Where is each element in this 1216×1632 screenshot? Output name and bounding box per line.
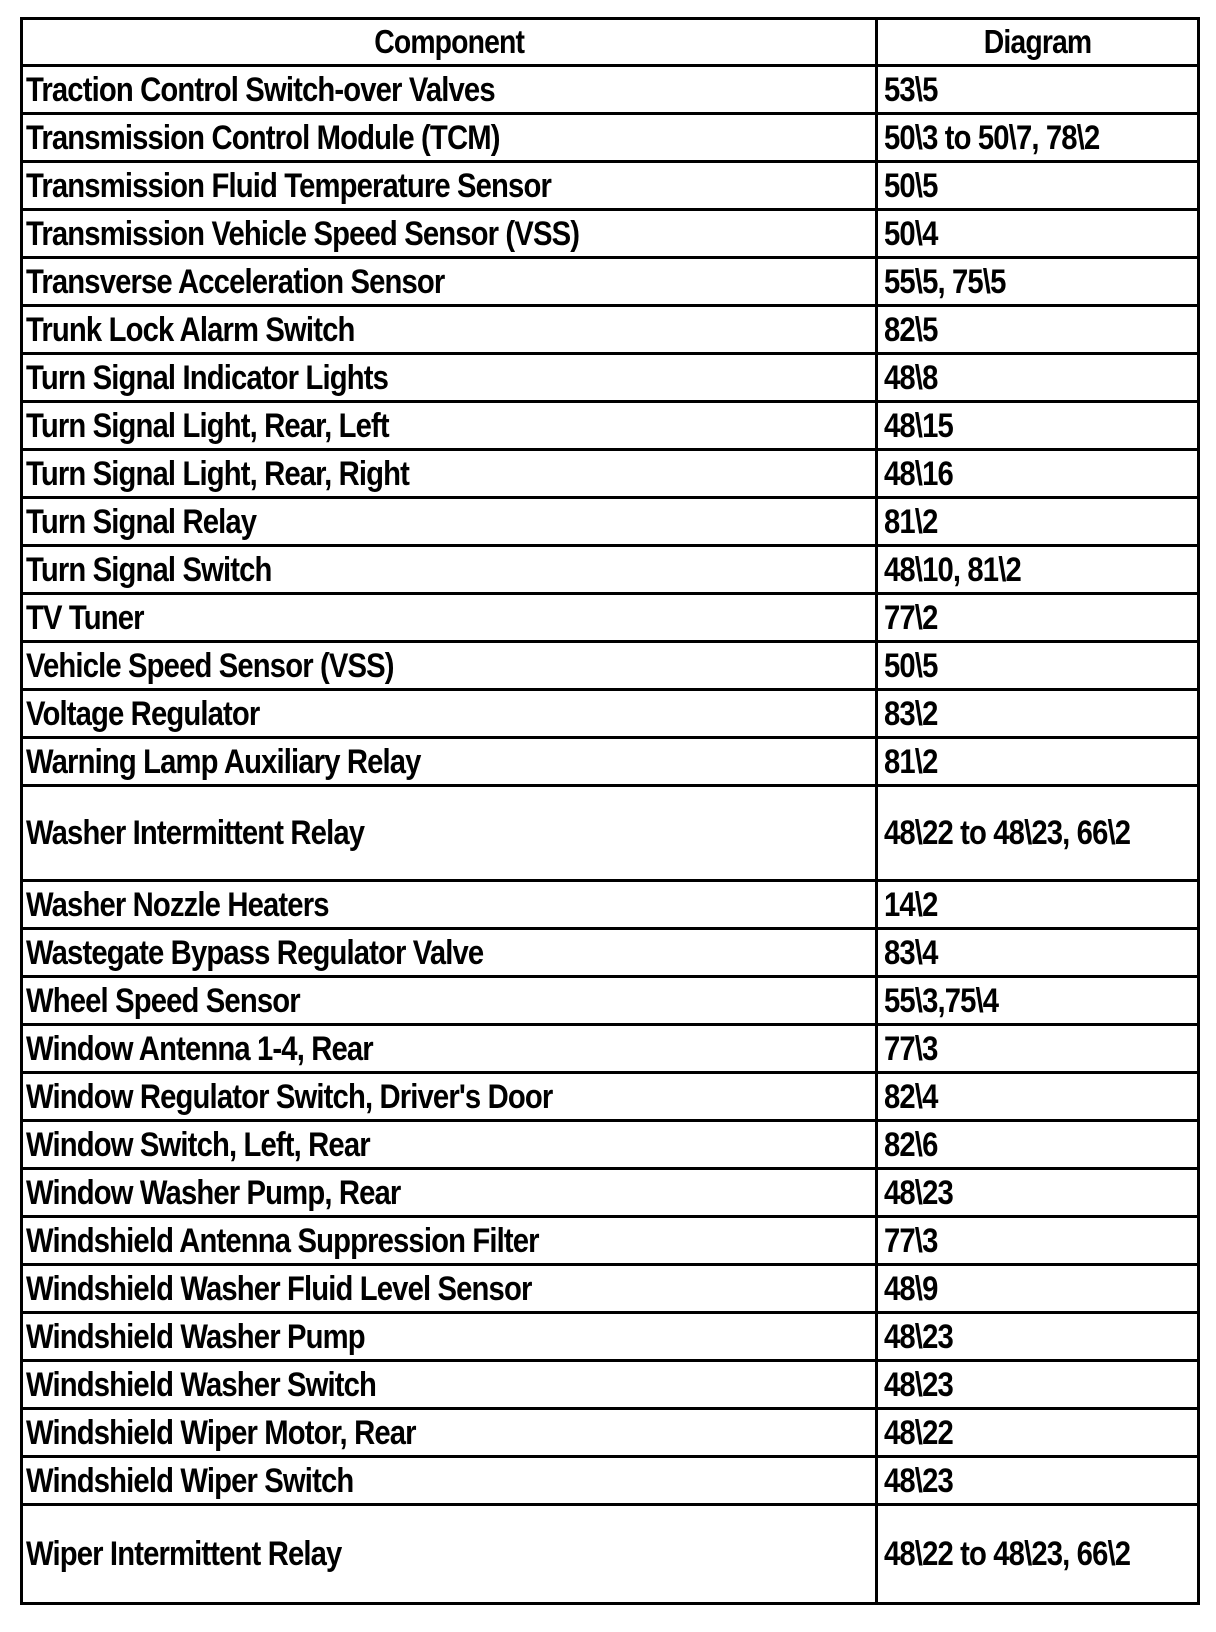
- table-row: [22, 977, 1199, 1025]
- column-header-component: Component: [22, 19, 877, 66]
- table-row: [22, 1409, 1199, 1457]
- component-cell: Windshield Wiper Motor, Rear: [22, 1409, 877, 1457]
- diagram-cell: 77\2: [877, 594, 1199, 642]
- component-cell: Transmission Control Module (TCM): [22, 114, 877, 162]
- diagram-cell: 77\3: [877, 1025, 1199, 1073]
- table-row: [22, 258, 1199, 306]
- table-row: [22, 1265, 1199, 1313]
- diagram-cell: 48\23: [877, 1313, 1199, 1361]
- diagram-cell: 53\5: [877, 66, 1199, 114]
- diagram-cell: 48\23: [877, 1457, 1199, 1505]
- table-row: [22, 306, 1199, 354]
- header-row: [22, 19, 1199, 66]
- diagram-cell: 55\3,75\4: [877, 977, 1199, 1025]
- diagram-cell: 82\4: [877, 1073, 1199, 1121]
- table-row: [22, 210, 1199, 258]
- component-cell: Traction Control Switch-over Valves: [22, 66, 877, 114]
- table-row: [22, 114, 1199, 162]
- component-cell: TV Tuner: [22, 594, 877, 642]
- table-row: [22, 690, 1199, 738]
- diagram-cell: 77\3: [877, 1217, 1199, 1265]
- diagram-cell: 48\23: [877, 1361, 1199, 1409]
- table-row: [22, 162, 1199, 210]
- component-cell: Window Regulator Switch, Driver's Door: [22, 1073, 877, 1121]
- table-row: [22, 1313, 1199, 1361]
- diagram-cell: 48\10, 81\2: [877, 546, 1199, 594]
- component-cell: Wiper Intermittent Relay: [22, 1505, 877, 1604]
- component-cell: Windshield Washer Fluid Level Sensor: [22, 1265, 877, 1313]
- component-cell: Transverse Acceleration Sensor: [22, 258, 877, 306]
- table-row: [22, 786, 1199, 881]
- diagram-cell: 14\2: [877, 881, 1199, 929]
- table-row: [22, 1457, 1199, 1505]
- component-cell: Wastegate Bypass Regulator Valve: [22, 929, 877, 977]
- table-row: [22, 1505, 1199, 1604]
- diagram-cell: 50\5: [877, 162, 1199, 210]
- table-row: [22, 66, 1199, 114]
- table-row: [22, 450, 1199, 498]
- component-cell: Washer Nozzle Heaters: [22, 881, 877, 929]
- diagram-cell: 55\5, 75\5: [877, 258, 1199, 306]
- diagram-cell: 48\9: [877, 1265, 1199, 1313]
- diagram-cell: 81\2: [877, 738, 1199, 786]
- component-cell: Wheel Speed Sensor: [22, 977, 877, 1025]
- table-row: [22, 1169, 1199, 1217]
- diagram-cell: 50\5: [877, 642, 1199, 690]
- diagram-cell: 83\4: [877, 929, 1199, 977]
- diagram-cell: 48\23: [877, 1169, 1199, 1217]
- table-row: [22, 402, 1199, 450]
- table-row: [22, 1073, 1199, 1121]
- component-diagram-table: [20, 17, 1200, 1605]
- component-cell: Turn Signal Indicator Lights: [22, 354, 877, 402]
- component-cell: Washer Intermittent Relay: [22, 786, 877, 881]
- diagram-cell: 48\22: [877, 1409, 1199, 1457]
- diagram-cell: 48\16: [877, 450, 1199, 498]
- diagram-cell: 83\2: [877, 690, 1199, 738]
- table-row: [22, 1025, 1199, 1073]
- diagram-cell: 82\6: [877, 1121, 1199, 1169]
- table-row: [22, 738, 1199, 786]
- component-cell: Turn Signal Switch: [22, 546, 877, 594]
- component-cell: Windshield Wiper Switch: [22, 1457, 877, 1505]
- diagram-cell: 48\22 to 48\23, 66\2: [877, 1505, 1199, 1604]
- diagram-cell: 48\8: [877, 354, 1199, 402]
- component-cell: Turn Signal Relay: [22, 498, 877, 546]
- table-row: [22, 498, 1199, 546]
- diagram-cell: 48\22 to 48\23, 66\2: [877, 786, 1199, 881]
- component-cell: Turn Signal Light, Rear, Left: [22, 402, 877, 450]
- diagram-cell: 50\3 to 50\7, 78\2: [877, 114, 1199, 162]
- table-row: [22, 1217, 1199, 1265]
- table-row: [22, 546, 1199, 594]
- component-cell: Voltage Regulator: [22, 690, 877, 738]
- component-cell: Transmission Fluid Temperature Sensor: [22, 162, 877, 210]
- table-row: [22, 354, 1199, 402]
- component-cell: Vehicle Speed Sensor (VSS): [22, 642, 877, 690]
- column-header-diagram: Diagram: [877, 19, 1199, 66]
- component-cell: Trunk Lock Alarm Switch: [22, 306, 877, 354]
- diagram-cell: 81\2: [877, 498, 1199, 546]
- table-row: [22, 642, 1199, 690]
- component-cell: Window Washer Pump, Rear: [22, 1169, 877, 1217]
- component-cell: Windshield Antenna Suppression Filter: [22, 1217, 877, 1265]
- diagram-cell: 48\15: [877, 402, 1199, 450]
- component-cell: Warning Lamp Auxiliary Relay: [22, 738, 877, 786]
- table-row: [22, 1121, 1199, 1169]
- table-row: [22, 881, 1199, 929]
- component-cell: Window Antenna 1-4, Rear: [22, 1025, 877, 1073]
- diagram-cell: 50\4: [877, 210, 1199, 258]
- table-row: [22, 594, 1199, 642]
- component-cell: Window Switch, Left, Rear: [22, 1121, 877, 1169]
- component-cell: Turn Signal Light, Rear, Right: [22, 450, 877, 498]
- table-row: [22, 929, 1199, 977]
- diagram-cell: 82\5: [877, 306, 1199, 354]
- table-row: [22, 1361, 1199, 1409]
- component-cell: Windshield Washer Switch: [22, 1361, 877, 1409]
- component-cell: Windshield Washer Pump: [22, 1313, 877, 1361]
- component-cell: Transmission Vehicle Speed Sensor (VSS): [22, 210, 877, 258]
